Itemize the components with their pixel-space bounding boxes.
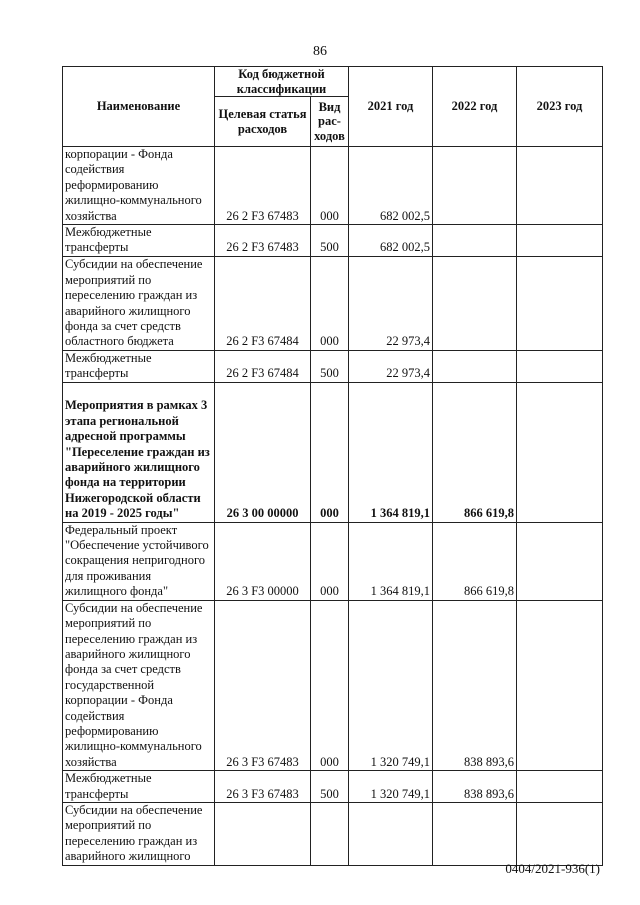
header-name: Наименование	[63, 67, 215, 147]
header-expense-type: Вид рас-ходов	[311, 97, 349, 147]
row-2022: 866 619,8	[433, 382, 517, 522]
row-vid: 500	[311, 771, 349, 803]
row-2023	[517, 522, 603, 600]
row-2022	[433, 350, 517, 382]
row-vid: 000	[311, 522, 349, 600]
header-2022: 2022 год	[433, 67, 517, 147]
table-row	[63, 147, 603, 225]
row-2021: 22 973,4	[349, 350, 433, 382]
table-row	[63, 522, 603, 600]
row-2021: 1 364 819,1	[349, 522, 433, 600]
header-2021: 2021 год	[349, 67, 433, 147]
row-code: 26 3 00 00000	[215, 382, 311, 522]
row-2023	[517, 256, 603, 350]
row-2022	[433, 147, 517, 225]
header-target-article: Целевая статья расходов	[215, 97, 311, 147]
row-2023	[517, 225, 603, 257]
row-name: Субсидии на обеспечение мероприятий по переселению граждан из аварийного жилищного фонда за счет средств областного бюджета	[63, 256, 215, 350]
row-name: корпорации - Фонда содействия реформированию жилищно-коммунального хозяйства	[63, 147, 215, 225]
table-row	[63, 256, 603, 350]
row-code: 26 3 F3 00000	[215, 522, 311, 600]
row-2023	[517, 802, 603, 865]
row-name: Межбюджетные трансферты	[63, 771, 215, 803]
row-2022	[433, 225, 517, 257]
row-vid: 000	[311, 382, 349, 522]
row-name: Мероприятия в рамках 3 этапа региональной адресной программы "Переселение граждан из аварийного жилищного фонда на территории Нижегородской области на 2019 - 2025 годы"	[63, 382, 215, 522]
row-code: 26 3 F3 67483	[215, 600, 311, 770]
row-code	[215, 802, 311, 865]
row-2021	[349, 802, 433, 865]
row-vid	[311, 802, 349, 865]
row-2023	[517, 771, 603, 803]
row-code: 26 2 F3 67484	[215, 350, 311, 382]
row-2022: 866 619,8	[433, 522, 517, 600]
row-name: Межбюджетные трансферты	[63, 350, 215, 382]
row-2021: 682 002,5	[349, 225, 433, 257]
row-2022	[433, 256, 517, 350]
row-2022: 838 893,6	[433, 771, 517, 803]
row-name: Межбюджетные трансферты	[63, 225, 215, 257]
row-code: 26 2 F3 67483	[215, 225, 311, 257]
row-2023	[517, 350, 603, 382]
row-name: Федеральный проект "Обеспечение устойчивого сокращения непригодного для проживания жилищного фонда"	[63, 522, 215, 600]
row-2021: 1 320 749,1	[349, 771, 433, 803]
table-row	[63, 802, 603, 865]
row-vid: 500	[311, 225, 349, 257]
row-2021: 1 364 819,1	[349, 382, 433, 522]
row-2022	[433, 802, 517, 865]
row-2023	[517, 382, 603, 522]
table-row	[63, 600, 603, 770]
table-row	[63, 350, 603, 382]
row-code: 26 2 F3 67483	[215, 147, 311, 225]
page-number: 86	[313, 44, 327, 59]
row-2021: 682 002,5	[349, 147, 433, 225]
row-2023	[517, 600, 603, 770]
row-name: Субсидии на обеспечение мероприятий по переселению граждан из аварийного жилищного	[63, 802, 215, 865]
row-2023	[517, 147, 603, 225]
row-code: 26 3 F3 67483	[215, 771, 311, 803]
row-name: Субсидии на обеспечение мероприятий по переселению граждан из аварийного жилищного фонда за счет средств государственной корпорации - Фонда содействия реформированию жилищно-коммунального хозяйства	[63, 600, 215, 770]
row-vid: 500	[311, 350, 349, 382]
table-row	[63, 382, 603, 522]
row-vid: 000	[311, 256, 349, 350]
row-vid: 000	[311, 600, 349, 770]
document-code: 0404/2021-936(1)	[505, 861, 600, 876]
header-budget-code: Код бюджетной классификации	[215, 67, 349, 97]
header-2023: 2023 год	[517, 67, 603, 147]
table-row	[63, 771, 603, 803]
row-vid: 000	[311, 147, 349, 225]
table-row	[63, 225, 603, 257]
row-2021: 22 973,4	[349, 256, 433, 350]
row-code: 26 2 F3 67484	[215, 256, 311, 350]
budget-table	[62, 66, 603, 866]
row-2021: 1 320 749,1	[349, 600, 433, 770]
row-2022: 838 893,6	[433, 600, 517, 770]
